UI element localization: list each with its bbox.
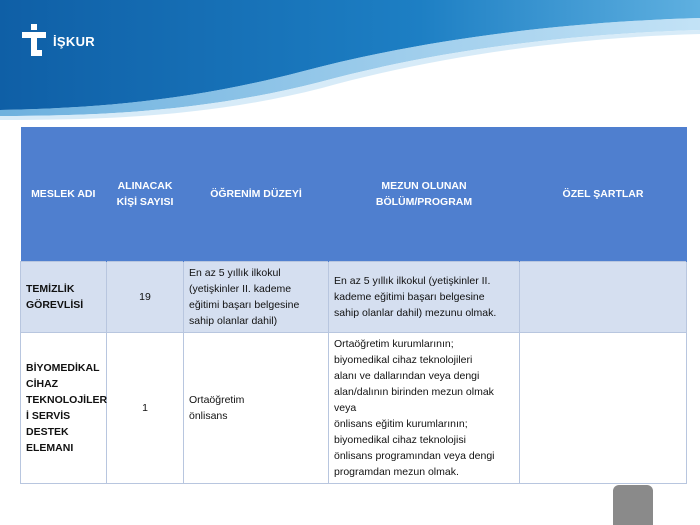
iskur-logo [20,20,95,62]
cell-ogrenim: Ortaöğretim önlisans [184,333,329,484]
header-alinacak-kisi-sayisi: ALINACAK KİŞİ SAYISI [107,127,184,262]
table-row [21,333,687,484]
banner-swoosh-graphic [0,0,700,120]
job-listing-table [20,127,687,484]
table-header-row [21,127,687,262]
cell-meslek: BİYOMEDİKAL CİHAZ TEKNOLOJİLER İ SERVİS DESTEK ELEMANI [21,333,107,484]
table-row [21,262,687,333]
cell-mezun: Ortaöğretim kurumlarının; biyomedikal cihaz teknolojileri alanı ve dallarından veya dengi alan/dalının birinden mezun olmak veya önlisans eğitim kurumlarının; biyomedikal cihaz teknolojisi önlisans programından veya dengi programdan mezun olmak. [329,333,520,484]
header-mezun-olunan-bolum: MEZUN OLUNAN BÖLÜM/PROGRAM [329,127,520,262]
cell-kisi-sayisi: 19 [107,262,184,333]
header-banner [0,0,700,120]
logo-text: İŞKUR [53,33,95,49]
iskur-logo-icon [20,20,50,62]
header-meslek-adi: MESLEK ADI [21,127,107,262]
cell-mezun: En az 5 yıllık ilkokul (yetişkinler II. kademe eğitimi başarı belgesine sahip olanlar dahil) mezunu olmak. [329,262,520,333]
cell-ogrenim: En az 5 yıllık ilkokul (yetişkinler II. kademe eğitimi başarı belgesine sahip olanlar dahil) [184,262,329,333]
cell-ozel-sart [520,262,687,333]
cell-kisi-sayisi: 1 [107,333,184,484]
cell-ozel-sart [520,333,687,484]
header-ozel-sartlar: ÖZEL ŞARTLAR [520,127,687,262]
header-ogrenim-duzeyi: ÖĞRENİM DÜZEYİ [184,127,329,262]
cell-meslek: TEMİZLİK GÖREVLİSİ [21,262,107,333]
decorative-gray-tab [613,485,653,525]
